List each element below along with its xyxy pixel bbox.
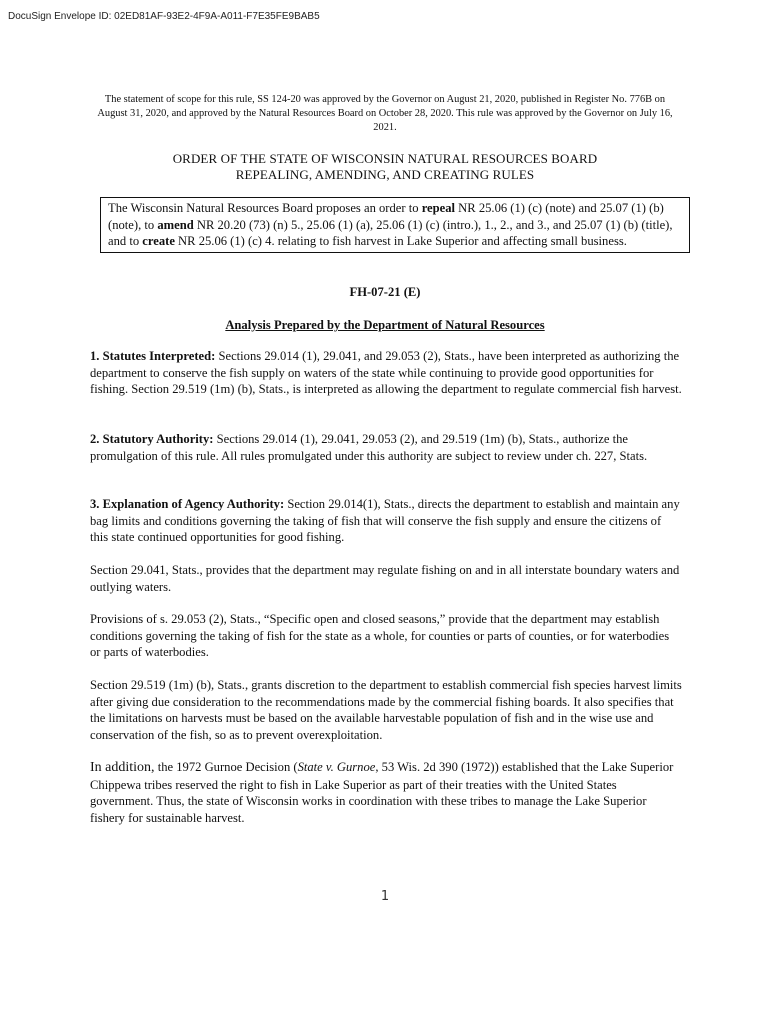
gurnoe-lead: In addition, — [90, 760, 155, 775]
summary-text: NR 25.06 (1) (c) (note) and 25.07 (1) (b) (note), to — [108, 201, 664, 232]
summary-text: NR 20.20 (73) (n) 5., 25.06 (1) (a), 25.06 (1) (c) (intro.), 1., 2., and 3., and 25.07 (1) (b) (title), and to — [108, 217, 673, 248]
agency-authority-text: Section 29.014(1), Stats., directs the department to establish and maintain any bag limits and conditions governing the taking of fish that will conserve the fish supply and ensure the citizens of this state continued opportunities for good fishing. — [90, 497, 680, 544]
statutory-authority-heading: 2. Statutory Authority: — [90, 432, 214, 446]
gurnoe-text: , 53 Wis. 2d 390 (1972)) established that the Lake Superior Chippewa tribes reserved the right to fish in Lake Superior as part of their treaties with the United States government. Thus, the state of Wisconsin works in coordination with these tribes to manage the Lake Superior fishery for sustainable harvest. — [90, 760, 674, 825]
docusign-envelope-id: DocuSign Envelope ID: 02ED81AF-93E2-4F9A-A011-F7E35FE9BAB5 — [8, 11, 320, 22]
order-summary-box — [100, 197, 690, 253]
gurnoe-text: the 1972 Gurnoe Decision ( — [154, 760, 298, 774]
page-number: 1 — [380, 889, 390, 904]
statutes-interpreted-text: Sections 29.014 (1), 29.041, and 29.053 (2), Stats., have been interpreted as authorizing the department to conserve the fish supply on waters of the state while continuing to provide good opportunities for fishing. Section 29.519 (1m) (b), Stats., is interpreted as allowing the department to regulate commercial fish harvest. — [90, 349, 682, 396]
scope-statement: The statement of scope for this rule, SS 124-20 was approved by the Governor on August 21, 2020, published in Register No. 776B on August 31, 2020, and approved by the Natural Resources Board on October 28, 2020. This rule was approved by the Governor on July 16, 2021. — [97, 94, 673, 133]
statutes-interpreted-paragraph — [90, 348, 682, 398]
create-keyword: create — [142, 234, 175, 248]
section-29519-paragraph: Section 29.519 (1m) (b), Stats., grants discretion to the department to establish commercial fish species harvest limits after giving due consideration to the recommendations made by the commercial fishing boards. It also specifies that the limitations on harvests must be based on the available harvestable population of fish and in the wise use and conservation of the fish, so as to prevent overexploitation. — [90, 678, 682, 742]
section-29041-paragraph: Section 29.041, Stats., provides that the department may regulate fishing on and in all interstate boundary waters and outlying waters. — [90, 563, 680, 594]
summary-text: NR 25.06 (1) (c) 4. relating to fish harvest in Lake Superior and affecting small business. — [174, 234, 627, 248]
summary-text: The Wisconsin Natural Resources Board proposes an order to — [108, 201, 422, 215]
rule-id: FH-07-21 (E) — [349, 285, 421, 299]
analysis-title: Analysis Prepared by the Department of Natural Resources — [225, 318, 545, 332]
order-title-line2: REPEALING, AMENDING, AND CREATING RULES — [235, 167, 535, 182]
gurnoe-case-name: State v. Gurnoe — [297, 760, 376, 774]
repeal-keyword: repeal — [421, 201, 456, 215]
amend-keyword: amend — [157, 217, 194, 232]
statutory-authority-text: Sections 29.014 (1), 29.041, 29.053 (2), and 29.519 (1m) (b), Stats., authorize the promulgation of this rule. All rules promulgated under this authority are subject to review under ch. 227, Stats. — [90, 432, 648, 463]
order-title — [96, 151, 674, 183]
statutory-authority-paragraph — [90, 431, 682, 464]
agency-authority-paragraph — [90, 496, 682, 546]
section-29053-paragraph: Provisions of s. 29.053 (2), Stats., “Specific open and closed seasons,” provide that the department may establish conditions governing the taking of fish for the state as a whole, for counties or parts of counties, or for waterbodies or parts of waterbodies. — [90, 612, 670, 659]
order-title-line1: ORDER OF THE STATE OF WISCONSIN NATURAL RESOURCES BOARD — [172, 151, 598, 166]
agency-authority-heading: 3. Explanation of Agency Authority: — [90, 497, 285, 511]
statutes-interpreted-heading: 1. Statutes Interpreted: — [90, 349, 216, 363]
gurnoe-decision-paragraph — [90, 759, 682, 826]
